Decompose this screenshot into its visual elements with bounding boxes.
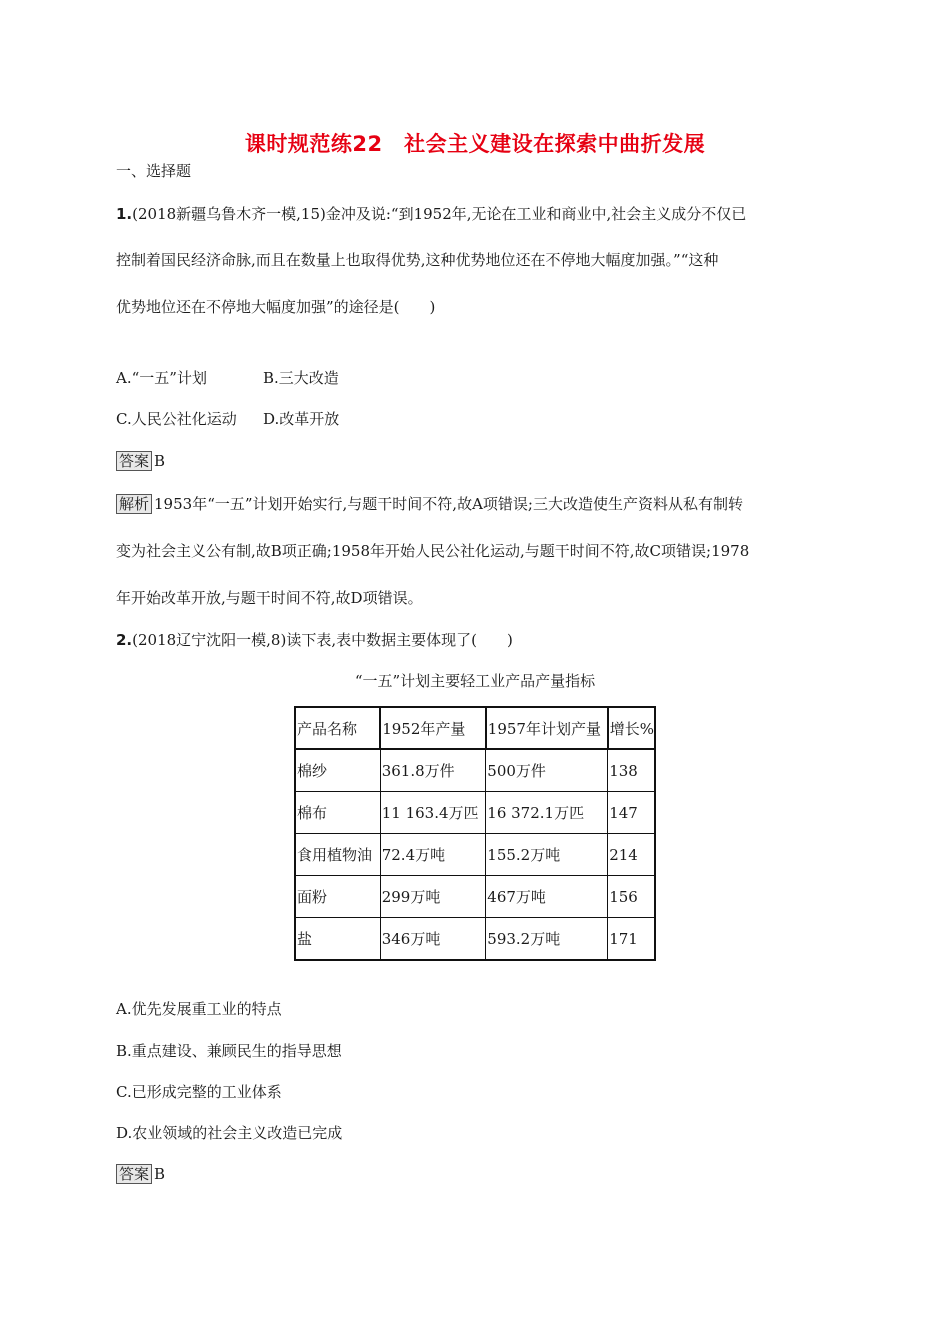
question-2-line-1 bbox=[116, 630, 513, 650]
cell-1952: 299万吨 bbox=[380, 876, 486, 918]
q1-answer-value: B bbox=[154, 452, 166, 470]
q1-analysis-text-1: 1953年“一五”计划开始实行,与题干时间不符,故A项错误;三大改造使生产资料从私有制转 bbox=[154, 495, 743, 513]
cell-growth: 156 bbox=[608, 876, 655, 918]
table-row bbox=[295, 792, 655, 834]
cell-product: 棉纱 bbox=[295, 749, 380, 792]
q1-analysis-line-3: 年开始改革开放,与题干时间不符,故D项错误。 bbox=[116, 589, 423, 607]
answer-label: 答案 bbox=[116, 451, 152, 471]
header-1957: 1957年计划产量 bbox=[486, 707, 608, 749]
answer-label: 答案 bbox=[116, 1164, 152, 1184]
q2-option-d: D.农业领域的社会主义改造已完成 bbox=[116, 1124, 343, 1142]
q1-answer bbox=[116, 451, 165, 471]
question-1-number: 1. bbox=[116, 205, 133, 223]
section-heading: 一、选择题 bbox=[116, 162, 192, 180]
q1-analysis-line-2: 变为社会主义公有制,故B项正确;1958年开始人民公社化运动,与题干时间不符,故C项错误;1978 bbox=[116, 542, 750, 560]
production-table bbox=[294, 706, 656, 961]
cell-growth: 171 bbox=[608, 918, 655, 961]
question-1-text-1: (2018新疆乌鲁木齐一模,15)金冲及说:“到1952年,无论在工业和商业中,社会主义成分不仅已 bbox=[132, 205, 747, 223]
cell-1957: 467万吨 bbox=[486, 876, 608, 918]
question-2-text: (2018辽宁沈阳一模,8)读下表,表中数据主要体现了( ) bbox=[132, 631, 513, 649]
q1-option-d: D.改革开放 bbox=[263, 410, 340, 428]
table-caption: “一五”计划主要轻工业产品产量指标 bbox=[354, 672, 596, 690]
cell-1957: 593.2万吨 bbox=[486, 918, 608, 961]
cell-growth: 214 bbox=[608, 834, 655, 876]
q2-option-b: B.重点建设、兼顾民生的指导思想 bbox=[116, 1042, 342, 1060]
q1-option-a: A.“一五”计划 bbox=[116, 369, 207, 387]
q1-analysis-line-1 bbox=[116, 494, 743, 514]
question-1-line-1 bbox=[116, 204, 746, 224]
header-product: 产品名称 bbox=[295, 707, 380, 749]
cell-1952: 72.4万吨 bbox=[380, 834, 486, 876]
question-1-line-3: 优势地位还在不停地大幅度加强”的途径是( ) bbox=[116, 298, 436, 316]
cell-1957: 500万件 bbox=[486, 749, 608, 792]
q2-option-a: A.优先发展重工业的特点 bbox=[116, 1000, 282, 1018]
header-growth: 增长% bbox=[608, 707, 655, 749]
cell-product: 棉布 bbox=[295, 792, 380, 834]
table-row bbox=[295, 749, 655, 792]
cell-product: 食用植物油 bbox=[295, 834, 380, 876]
cell-product: 面粉 bbox=[295, 876, 380, 918]
question-1-line-2: 控制着国民经济命脉,而且在数量上也取得优势,这种优势地位还在不停地大幅度加强。”“这种 bbox=[116, 251, 719, 269]
header-1952: 1952年产量 bbox=[380, 707, 486, 749]
q2-answer bbox=[116, 1164, 165, 1184]
table-row bbox=[295, 918, 655, 961]
q1-option-b: B.三大改造 bbox=[263, 369, 339, 387]
cell-growth: 138 bbox=[608, 749, 655, 792]
cell-growth: 147 bbox=[608, 792, 655, 834]
cell-1952: 11 163.4万匹 bbox=[380, 792, 486, 834]
table-header-row bbox=[295, 707, 655, 749]
analysis-label: 解析 bbox=[116, 494, 152, 514]
question-2-number: 2. bbox=[116, 631, 133, 649]
cell-1957: 155.2万吨 bbox=[486, 834, 608, 876]
page-title: 课时规范练22 社会主义建设在探索中曲折发展 bbox=[244, 132, 706, 156]
cell-product: 盐 bbox=[295, 918, 380, 961]
q1-option-c: C.人民公社化运动 bbox=[116, 410, 237, 428]
cell-1957: 16 372.1万匹 bbox=[486, 792, 608, 834]
cell-1952: 361.8万件 bbox=[380, 749, 486, 792]
q2-answer-value: B bbox=[154, 1165, 166, 1183]
table-row bbox=[295, 834, 655, 876]
table-row bbox=[295, 876, 655, 918]
q2-option-c: C.已形成完整的工业体系 bbox=[116, 1083, 282, 1101]
cell-1952: 346万吨 bbox=[380, 918, 486, 961]
